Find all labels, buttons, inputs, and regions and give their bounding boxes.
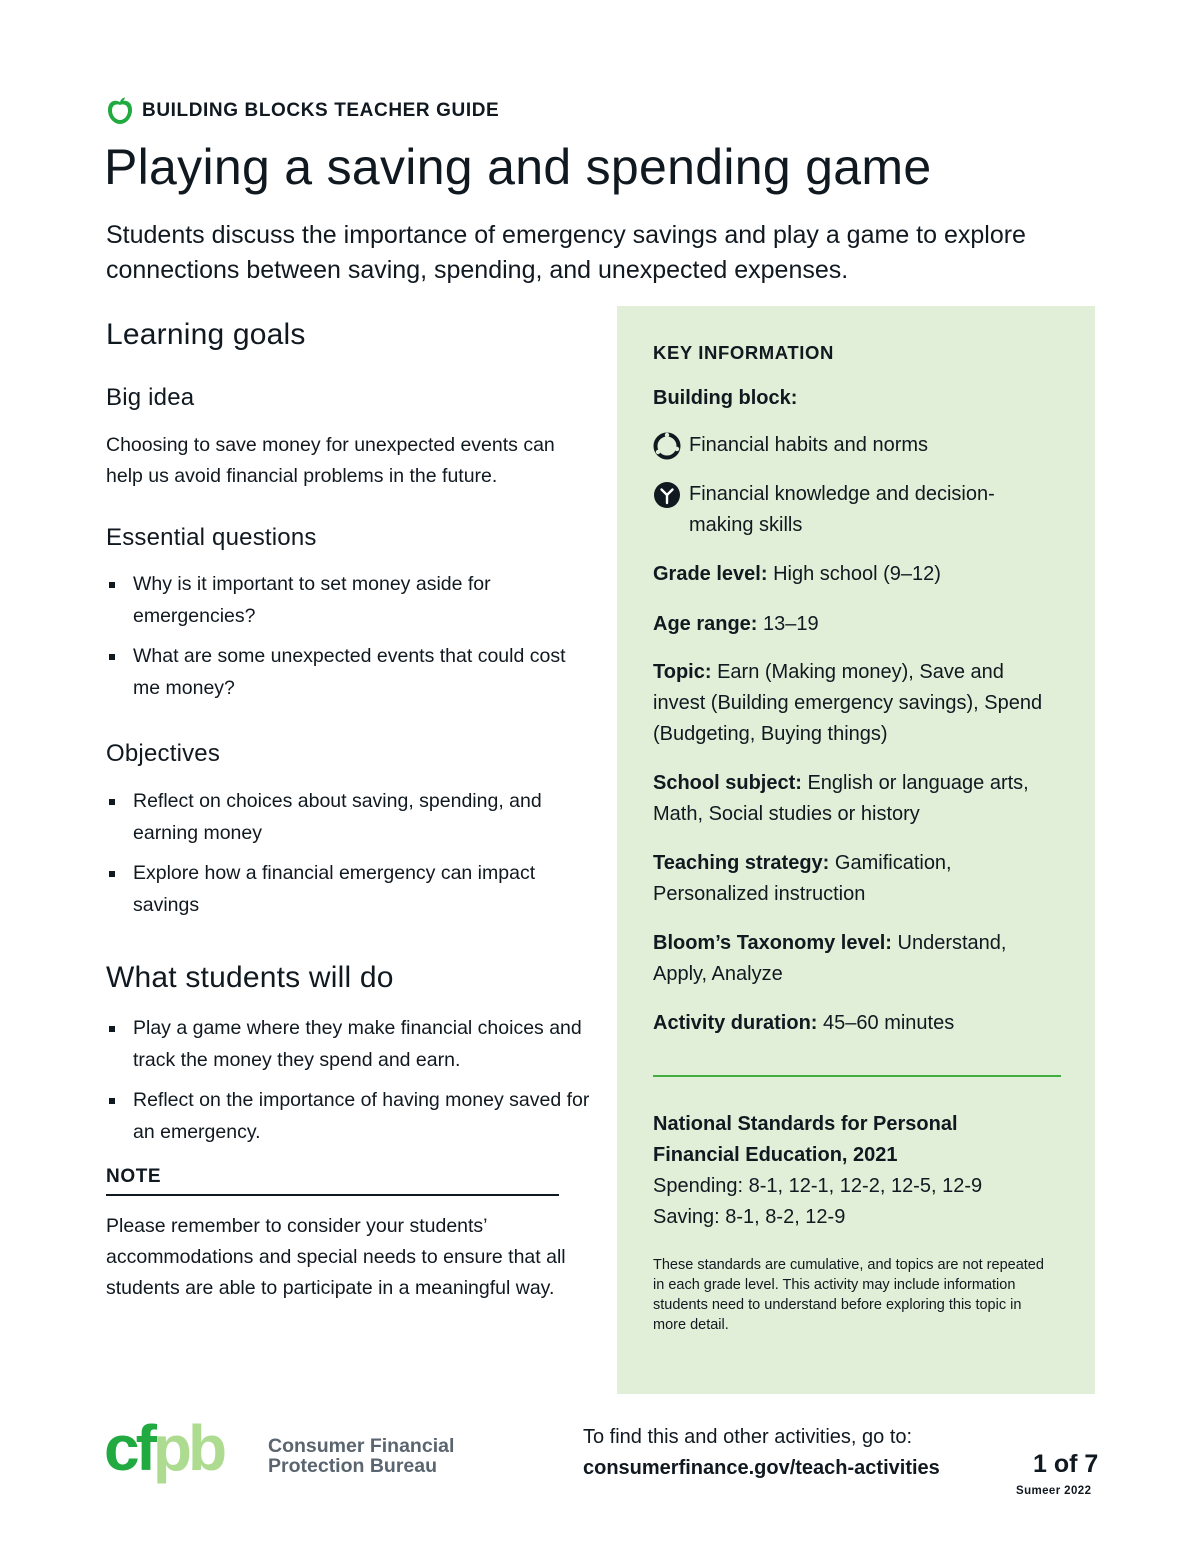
learning-goals-heading: Learning goals [106, 318, 306, 351]
school-subject-row: School subject: English or language arts, Math, Social studies or history [653, 772, 1029, 825]
standards-fine-print: These standards are cumulative, and topics are not repeated in each grade level. This activity may include information students need to understand before exploring this topic in more detail. [653, 1257, 1044, 1333]
habits-norms-icon [653, 432, 681, 460]
building-blocks-apple-icon [106, 96, 134, 126]
bullet-icon [109, 1098, 115, 1104]
students-will-do-list [106, 1013, 591, 1148]
list-item: What are some unexpected events that could cost me money? [106, 641, 591, 704]
building-block-item: Financial habits and norms [653, 430, 1059, 461]
age-range-row: Age range: 13–19 [653, 613, 819, 635]
list-item: Play a game where they make financial choices and track the money they spend and earn. [106, 1013, 591, 1076]
key-information-panel [617, 306, 1095, 1394]
bullet-icon [109, 1026, 115, 1032]
guide-label [106, 96, 499, 126]
grade-level-row: Grade level: High school (9–12) [653, 563, 941, 585]
cfpb-logo [104, 1418, 454, 1494]
list-item: Explore how a financial emergency can impact savings [106, 858, 591, 921]
list-item: Reflect on the importance of having money saved for an emergency. [106, 1085, 591, 1148]
left-column [106, 318, 591, 1304]
spending-standards: Spending: 8-1, 12-1, 12-2, 12-5, 12-9 [653, 1175, 983, 1197]
bloom-taxonomy-row: Bloom’s Taxonomy level: Understand, Apply, Analyze [653, 932, 1007, 985]
objectives-list [106, 786, 591, 921]
note-heading: NOTE [106, 1166, 559, 1196]
big-idea-heading: Big idea [106, 384, 195, 411]
big-idea-text: Choosing to save money for unexpected events can help us avoid financial problems in the future. [106, 434, 555, 487]
essential-questions-list [106, 569, 591, 704]
season-label: Sumeer 2022 [1016, 1485, 1092, 1497]
activity-duration-row: Activity duration: 45–60 minutes [653, 1012, 955, 1034]
guide-label-text: BUILDING BLOCKS TEACHER GUIDE [142, 100, 500, 121]
note-text: Please remember to consider your students’ accommodations and special needs to ensure that all students are able to participate in a meaningful way. [106, 1215, 566, 1299]
svg-text:cfpb: cfpb [104, 1418, 224, 1484]
list-item: Why is it important to set money aside for emergencies? [106, 569, 591, 632]
bullet-icon [109, 582, 115, 588]
bullet-icon [109, 654, 115, 660]
footer-find [583, 1422, 940, 1484]
students-will-do-heading: What students will do [106, 961, 394, 994]
page-title: Playing a saving and spending game [104, 139, 932, 195]
panel-divider [653, 1075, 1061, 1077]
key-information-heading: KEY INFORMATION [653, 342, 834, 363]
teach-activities-link[interactable]: consumerfinance.gov/teach-activities [583, 1457, 940, 1479]
essential-questions-heading: Essential questions [106, 524, 317, 551]
objectives-heading: Objectives [106, 740, 221, 767]
standards-heading: National Standards for Personal Financial Education, 2021 [653, 1113, 958, 1166]
page-number: 1 of 7 [1033, 1450, 1099, 1478]
topic-row: Topic: Earn (Making money), Save and invest (Building emergency savings), Spend (Budgeting, Buying things) [653, 661, 1043, 745]
bullet-icon [109, 799, 115, 805]
find-activities-text: To find this and other activities, go to: [583, 1426, 913, 1448]
page-intro: Students discuss the importance of emergency savings and play a game to explore connections between saving, spending, and unexpected expenses. [106, 221, 1026, 284]
list-item: Reflect on choices about saving, spending, and earning money [106, 786, 591, 849]
knowledge-skills-icon [653, 481, 681, 509]
org-name: Consumer Financial Protection Bureau [268, 1435, 455, 1477]
building-block-label: Building block: [653, 387, 798, 409]
bullet-icon [109, 871, 115, 877]
building-block-item: Financial knowledge and decision-making skills [653, 479, 1059, 541]
cfpb-logo-icon [104, 1418, 250, 1494]
saving-standards: Saving: 8-1, 8-2, 12-9 [653, 1206, 846, 1228]
teaching-strategy-row: Teaching strategy: Gamification, Personalized instruction [653, 852, 952, 905]
